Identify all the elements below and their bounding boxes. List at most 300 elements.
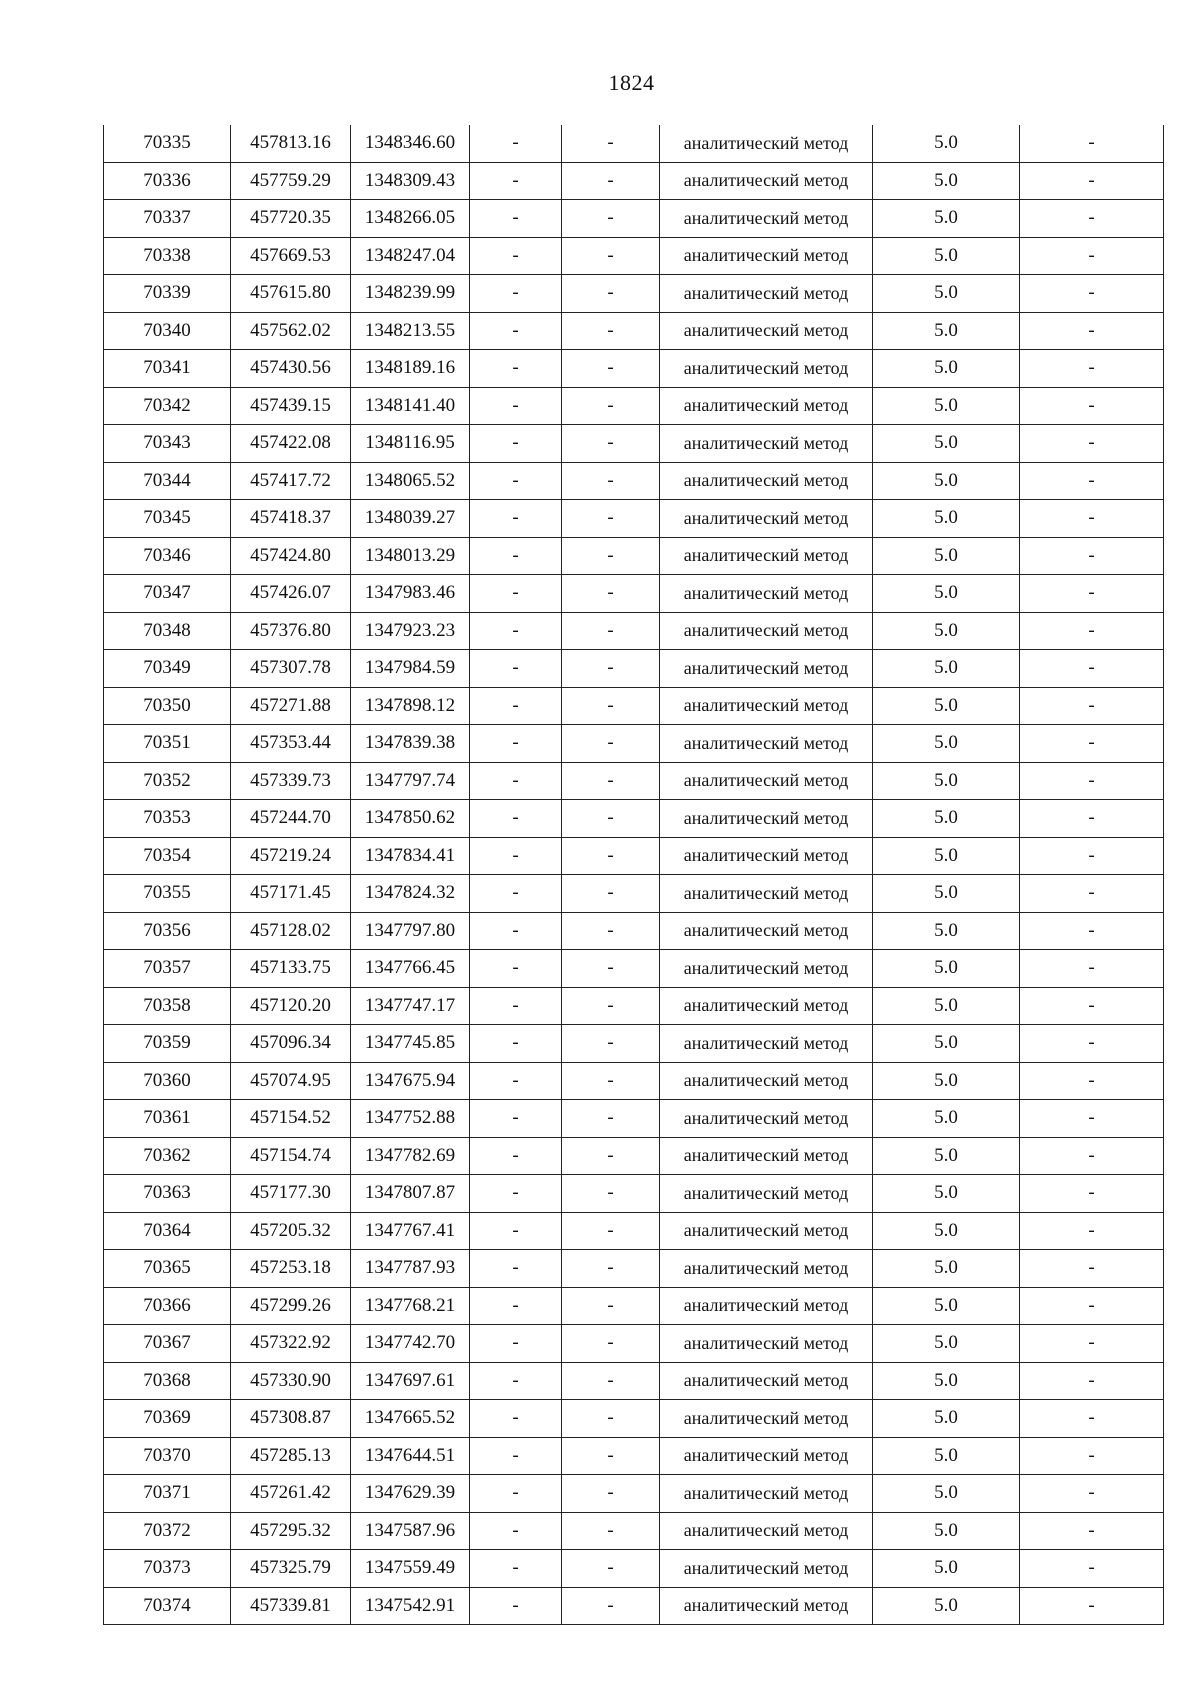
y-coordinate-cell: 1347587.96 xyxy=(351,1512,470,1550)
dash-cell: - xyxy=(562,1212,660,1250)
y-coordinate-cell: 1348266.05 xyxy=(351,200,470,238)
y-coordinate-cell: 1347697.61 xyxy=(351,1362,470,1400)
y-coordinate-cell: 1347787.93 xyxy=(351,1250,470,1288)
accuracy-cell: 5.0 xyxy=(873,1475,1020,1513)
method-cell: аналитический метод xyxy=(660,387,873,425)
dash-cell: - xyxy=(470,800,562,838)
y-coordinate-cell: 1347542.91 xyxy=(351,1587,470,1625)
table-row xyxy=(104,162,1164,200)
accuracy-cell: 5.0 xyxy=(873,350,1020,388)
dash-cell: - xyxy=(470,500,562,538)
point-number-cell: 70368 xyxy=(104,1362,231,1400)
point-number-cell: 70335 xyxy=(104,125,231,162)
table-row xyxy=(104,912,1164,950)
point-number-cell: 70369 xyxy=(104,1400,231,1438)
accuracy-cell: 5.0 xyxy=(873,837,1020,875)
dash-cell: - xyxy=(1020,1437,1164,1475)
dash-cell: - xyxy=(470,1137,562,1175)
dash-cell: - xyxy=(562,162,660,200)
method-cell: аналитический метод xyxy=(660,837,873,875)
y-coordinate-cell: 1348239.99 xyxy=(351,275,470,313)
accuracy-cell: 5.0 xyxy=(873,1062,1020,1100)
accuracy-cell: 5.0 xyxy=(873,987,1020,1025)
dash-cell: - xyxy=(1020,125,1164,162)
accuracy-cell: 5.0 xyxy=(873,725,1020,763)
dash-cell: - xyxy=(470,1587,562,1625)
dash-cell: - xyxy=(562,1437,660,1475)
method-cell: аналитический метод xyxy=(660,462,873,500)
x-coordinate-cell: 457426.07 xyxy=(231,575,351,613)
accuracy-cell: 5.0 xyxy=(873,387,1020,425)
dash-cell: - xyxy=(1020,1100,1164,1138)
accuracy-cell: 5.0 xyxy=(873,612,1020,650)
method-cell: аналитический метод xyxy=(660,200,873,238)
dash-cell: - xyxy=(562,800,660,838)
accuracy-cell: 5.0 xyxy=(873,1437,1020,1475)
dash-cell: - xyxy=(470,912,562,950)
point-number-cell: 70342 xyxy=(104,387,231,425)
method-cell: аналитический метод xyxy=(660,1175,873,1213)
accuracy-cell: 5.0 xyxy=(873,650,1020,688)
method-cell: аналитический метод xyxy=(660,762,873,800)
dash-cell: - xyxy=(470,387,562,425)
table-row xyxy=(104,687,1164,725)
point-number-cell: 70357 xyxy=(104,950,231,988)
y-coordinate-cell: 1347768.21 xyxy=(351,1287,470,1325)
method-cell: аналитический метод xyxy=(660,800,873,838)
method-cell: аналитический метод xyxy=(660,1512,873,1550)
table-row xyxy=(104,425,1164,463)
y-coordinate-cell: 1347675.94 xyxy=(351,1062,470,1100)
dash-cell: - xyxy=(562,912,660,950)
accuracy-cell: 5.0 xyxy=(873,162,1020,200)
table-row xyxy=(104,1287,1164,1325)
method-cell: аналитический метод xyxy=(660,162,873,200)
accuracy-cell: 5.0 xyxy=(873,1400,1020,1438)
dash-cell: - xyxy=(562,425,660,463)
dash-cell: - xyxy=(470,1100,562,1138)
method-cell: аналитический метод xyxy=(660,950,873,988)
point-number-cell: 70349 xyxy=(104,650,231,688)
dash-cell: - xyxy=(470,837,562,875)
y-coordinate-cell: 1348065.52 xyxy=(351,462,470,500)
table-row xyxy=(104,1437,1164,1475)
dash-cell: - xyxy=(562,1175,660,1213)
x-coordinate-cell: 457285.13 xyxy=(231,1437,351,1475)
table-row xyxy=(104,1400,1164,1438)
dash-cell: - xyxy=(1020,200,1164,238)
y-coordinate-cell: 1348213.55 xyxy=(351,312,470,350)
dash-cell: - xyxy=(470,1212,562,1250)
dash-cell: - xyxy=(1020,537,1164,575)
x-coordinate-cell: 457177.30 xyxy=(231,1175,351,1213)
table-row xyxy=(104,1137,1164,1175)
dash-cell: - xyxy=(470,537,562,575)
y-coordinate-cell: 1347824.32 xyxy=(351,875,470,913)
dash-cell: - xyxy=(1020,725,1164,763)
dash-cell: - xyxy=(470,1250,562,1288)
y-coordinate-cell: 1347745.85 xyxy=(351,1025,470,1063)
point-number-cell: 70336 xyxy=(104,162,231,200)
method-cell: аналитический метод xyxy=(660,350,873,388)
dash-cell: - xyxy=(1020,1475,1164,1513)
table-row xyxy=(104,1175,1164,1213)
dash-cell: - xyxy=(1020,1325,1164,1363)
dash-cell: - xyxy=(470,350,562,388)
method-cell: аналитический метод xyxy=(660,725,873,763)
dash-cell: - xyxy=(1020,987,1164,1025)
dash-cell: - xyxy=(1020,1400,1164,1438)
accuracy-cell: 5.0 xyxy=(873,1100,1020,1138)
x-coordinate-cell: 457120.20 xyxy=(231,987,351,1025)
dash-cell: - xyxy=(1020,837,1164,875)
x-coordinate-cell: 457271.88 xyxy=(231,687,351,725)
accuracy-cell: 5.0 xyxy=(873,762,1020,800)
y-coordinate-cell: 1348116.95 xyxy=(351,425,470,463)
dash-cell: - xyxy=(562,462,660,500)
point-number-cell: 70367 xyxy=(104,1325,231,1363)
y-coordinate-cell: 1348309.43 xyxy=(351,162,470,200)
dash-cell: - xyxy=(562,1100,660,1138)
table-row xyxy=(104,987,1164,1025)
table-row xyxy=(104,650,1164,688)
y-coordinate-cell: 1348039.27 xyxy=(351,500,470,538)
dash-cell: - xyxy=(1020,1062,1164,1100)
table-row xyxy=(104,575,1164,613)
y-coordinate-cell: 1347834.41 xyxy=(351,837,470,875)
x-coordinate-cell: 457759.29 xyxy=(231,162,351,200)
y-coordinate-cell: 1348189.16 xyxy=(351,350,470,388)
dash-cell: - xyxy=(1020,275,1164,313)
x-coordinate-cell: 457096.34 xyxy=(231,1025,351,1063)
table-row xyxy=(104,1475,1164,1513)
dash-cell: - xyxy=(1020,162,1164,200)
table-row xyxy=(104,1062,1164,1100)
dash-cell: - xyxy=(562,1400,660,1438)
dash-cell: - xyxy=(1020,912,1164,950)
accuracy-cell: 5.0 xyxy=(873,425,1020,463)
point-number-cell: 70344 xyxy=(104,462,231,500)
table-row xyxy=(104,350,1164,388)
dash-cell: - xyxy=(470,987,562,1025)
method-cell: аналитический метод xyxy=(660,1587,873,1625)
dash-cell: - xyxy=(470,1437,562,1475)
point-number-cell: 70360 xyxy=(104,1062,231,1100)
dash-cell: - xyxy=(1020,462,1164,500)
x-coordinate-cell: 457439.15 xyxy=(231,387,351,425)
x-coordinate-cell: 457562.02 xyxy=(231,312,351,350)
accuracy-cell: 5.0 xyxy=(873,912,1020,950)
x-coordinate-cell: 457720.35 xyxy=(231,200,351,238)
method-cell: аналитический метод xyxy=(660,1550,873,1588)
method-cell: аналитический метод xyxy=(660,912,873,950)
point-number-cell: 70374 xyxy=(104,1587,231,1625)
dash-cell: - xyxy=(562,275,660,313)
dash-cell: - xyxy=(470,312,562,350)
point-number-cell: 70355 xyxy=(104,875,231,913)
x-coordinate-cell: 457261.42 xyxy=(231,1475,351,1513)
x-coordinate-cell: 457244.70 xyxy=(231,800,351,838)
dash-cell: - xyxy=(470,1475,562,1513)
point-number-cell: 70356 xyxy=(104,912,231,950)
dash-cell: - xyxy=(470,200,562,238)
accuracy-cell: 5.0 xyxy=(873,312,1020,350)
dash-cell: - xyxy=(1020,425,1164,463)
x-coordinate-cell: 457669.53 xyxy=(231,237,351,275)
x-coordinate-cell: 457615.80 xyxy=(231,275,351,313)
y-coordinate-cell: 1347665.52 xyxy=(351,1400,470,1438)
y-coordinate-cell: 1348247.04 xyxy=(351,237,470,275)
dash-cell: - xyxy=(562,1062,660,1100)
accuracy-cell: 5.0 xyxy=(873,1250,1020,1288)
accuracy-cell: 5.0 xyxy=(873,275,1020,313)
dash-cell: - xyxy=(1020,387,1164,425)
x-coordinate-cell: 457376.80 xyxy=(231,612,351,650)
table-row xyxy=(104,200,1164,238)
dash-cell: - xyxy=(562,1287,660,1325)
point-number-cell: 70351 xyxy=(104,725,231,763)
y-coordinate-cell: 1347898.12 xyxy=(351,687,470,725)
dash-cell: - xyxy=(1020,762,1164,800)
dash-cell: - xyxy=(1020,1212,1164,1250)
dash-cell: - xyxy=(470,1512,562,1550)
dash-cell: - xyxy=(562,987,660,1025)
accuracy-cell: 5.0 xyxy=(873,1137,1020,1175)
point-number-cell: 70347 xyxy=(104,575,231,613)
method-cell: аналитический метод xyxy=(660,275,873,313)
method-cell: аналитический метод xyxy=(660,1137,873,1175)
point-number-cell: 70337 xyxy=(104,200,231,238)
dash-cell: - xyxy=(470,575,562,613)
dash-cell: - xyxy=(562,1250,660,1288)
dash-cell: - xyxy=(562,612,660,650)
dash-cell: - xyxy=(1020,1137,1164,1175)
dash-cell: - xyxy=(562,1587,660,1625)
dash-cell: - xyxy=(562,875,660,913)
dash-cell: - xyxy=(562,650,660,688)
dash-cell: - xyxy=(562,1550,660,1588)
dash-cell: - xyxy=(562,837,660,875)
accuracy-cell: 5.0 xyxy=(873,800,1020,838)
y-coordinate-cell: 1347559.49 xyxy=(351,1550,470,1588)
dash-cell: - xyxy=(1020,1587,1164,1625)
y-coordinate-cell: 1347983.46 xyxy=(351,575,470,613)
point-number-cell: 70371 xyxy=(104,1475,231,1513)
dash-cell: - xyxy=(470,1287,562,1325)
dash-cell: - xyxy=(470,1062,562,1100)
accuracy-cell: 5.0 xyxy=(873,200,1020,238)
point-number-cell: 70340 xyxy=(104,312,231,350)
dash-cell: - xyxy=(562,312,660,350)
accuracy-cell: 5.0 xyxy=(873,1362,1020,1400)
y-coordinate-cell: 1347752.88 xyxy=(351,1100,470,1138)
dash-cell: - xyxy=(562,725,660,763)
x-coordinate-cell: 457325.79 xyxy=(231,1550,351,1588)
method-cell: аналитический метод xyxy=(660,237,873,275)
coordinates-table xyxy=(103,125,1164,1625)
y-coordinate-cell: 1348013.29 xyxy=(351,537,470,575)
point-number-cell: 70339 xyxy=(104,275,231,313)
dash-cell: - xyxy=(562,575,660,613)
accuracy-cell: 5.0 xyxy=(873,237,1020,275)
page-number: 1824 xyxy=(608,70,655,95)
x-coordinate-cell: 457424.80 xyxy=(231,537,351,575)
dash-cell: - xyxy=(470,125,562,162)
table-row xyxy=(104,275,1164,313)
dash-cell: - xyxy=(470,1175,562,1213)
method-cell: аналитический метод xyxy=(660,312,873,350)
table-row xyxy=(104,125,1164,162)
y-coordinate-cell: 1347629.39 xyxy=(351,1475,470,1513)
x-coordinate-cell: 457295.32 xyxy=(231,1512,351,1550)
dash-cell: - xyxy=(1020,1250,1164,1288)
dash-cell: - xyxy=(562,1362,660,1400)
method-cell: аналитический метод xyxy=(660,1287,873,1325)
table-row xyxy=(104,1250,1164,1288)
method-cell: аналитический метод xyxy=(660,575,873,613)
accuracy-cell: 5.0 xyxy=(873,950,1020,988)
accuracy-cell: 5.0 xyxy=(873,1212,1020,1250)
dash-cell: - xyxy=(562,350,660,388)
table-row xyxy=(104,612,1164,650)
x-coordinate-cell: 457205.32 xyxy=(231,1212,351,1250)
dash-cell: - xyxy=(1020,687,1164,725)
method-cell: аналитический метод xyxy=(660,1475,873,1513)
point-number-cell: 70358 xyxy=(104,987,231,1025)
table-row xyxy=(104,1362,1164,1400)
dash-cell: - xyxy=(470,612,562,650)
point-number-cell: 70373 xyxy=(104,1550,231,1588)
dash-cell: - xyxy=(562,687,660,725)
accuracy-cell: 5.0 xyxy=(873,1175,1020,1213)
y-coordinate-cell: 1347644.51 xyxy=(351,1437,470,1475)
accuracy-cell: 5.0 xyxy=(873,1025,1020,1063)
accuracy-cell: 5.0 xyxy=(873,125,1020,162)
dash-cell: - xyxy=(470,950,562,988)
dash-cell: - xyxy=(1020,1025,1164,1063)
dash-cell: - xyxy=(1020,312,1164,350)
dash-cell: - xyxy=(470,275,562,313)
table-body xyxy=(104,125,1164,1625)
x-coordinate-cell: 457154.52 xyxy=(231,1100,351,1138)
method-cell: аналитический метод xyxy=(660,1025,873,1063)
x-coordinate-cell: 457128.02 xyxy=(231,912,351,950)
table-row xyxy=(104,875,1164,913)
point-number-cell: 70359 xyxy=(104,1025,231,1063)
table-row xyxy=(104,1100,1164,1138)
accuracy-cell: 5.0 xyxy=(873,537,1020,575)
point-number-cell: 70352 xyxy=(104,762,231,800)
x-coordinate-cell: 457430.56 xyxy=(231,350,351,388)
method-cell: аналитический метод xyxy=(660,1212,873,1250)
table-row xyxy=(104,312,1164,350)
y-coordinate-cell: 1348346.60 xyxy=(351,125,470,162)
dash-cell: - xyxy=(562,125,660,162)
method-cell: аналитический метод xyxy=(660,125,873,162)
dash-cell: - xyxy=(1020,575,1164,613)
dash-cell: - xyxy=(562,500,660,538)
table-row xyxy=(104,237,1164,275)
point-number-cell: 70362 xyxy=(104,1137,231,1175)
x-coordinate-cell: 457422.08 xyxy=(231,425,351,463)
method-cell: аналитический метод xyxy=(660,500,873,538)
table-row xyxy=(104,1587,1164,1625)
y-coordinate-cell: 1347797.74 xyxy=(351,762,470,800)
method-cell: аналитический метод xyxy=(660,687,873,725)
x-coordinate-cell: 457253.18 xyxy=(231,1250,351,1288)
y-coordinate-cell: 1347839.38 xyxy=(351,725,470,763)
dash-cell: - xyxy=(562,1512,660,1550)
accuracy-cell: 5.0 xyxy=(873,1550,1020,1588)
point-number-cell: 70341 xyxy=(104,350,231,388)
accuracy-cell: 5.0 xyxy=(873,687,1020,725)
y-coordinate-cell: 1347742.70 xyxy=(351,1325,470,1363)
point-number-cell: 70370 xyxy=(104,1437,231,1475)
table-row xyxy=(104,1025,1164,1063)
dash-cell: - xyxy=(1020,950,1164,988)
dash-cell: - xyxy=(1020,650,1164,688)
x-coordinate-cell: 457339.81 xyxy=(231,1587,351,1625)
table-row xyxy=(104,950,1164,988)
x-coordinate-cell: 457154.74 xyxy=(231,1137,351,1175)
method-cell: аналитический метод xyxy=(660,650,873,688)
y-coordinate-cell: 1347807.87 xyxy=(351,1175,470,1213)
y-coordinate-cell: 1347766.45 xyxy=(351,950,470,988)
dash-cell: - xyxy=(470,650,562,688)
accuracy-cell: 5.0 xyxy=(873,575,1020,613)
accuracy-cell: 5.0 xyxy=(873,1587,1020,1625)
dash-cell: - xyxy=(562,200,660,238)
x-coordinate-cell: 457308.87 xyxy=(231,1400,351,1438)
point-number-cell: 70365 xyxy=(104,1250,231,1288)
x-coordinate-cell: 457074.95 xyxy=(231,1062,351,1100)
dash-cell: - xyxy=(1020,1287,1164,1325)
y-coordinate-cell: 1347850.62 xyxy=(351,800,470,838)
x-coordinate-cell: 457339.73 xyxy=(231,762,351,800)
table-row xyxy=(104,462,1164,500)
point-number-cell: 70366 xyxy=(104,1287,231,1325)
point-number-cell: 70364 xyxy=(104,1212,231,1250)
x-coordinate-cell: 457330.90 xyxy=(231,1362,351,1400)
y-coordinate-cell: 1347984.59 xyxy=(351,650,470,688)
dash-cell: - xyxy=(470,1550,562,1588)
dash-cell: - xyxy=(470,425,562,463)
dash-cell: - xyxy=(1020,500,1164,538)
accuracy-cell: 5.0 xyxy=(873,875,1020,913)
method-cell: аналитический метод xyxy=(660,1437,873,1475)
dash-cell: - xyxy=(1020,350,1164,388)
dash-cell: - xyxy=(1020,237,1164,275)
dash-cell: - xyxy=(1020,612,1164,650)
dash-cell: - xyxy=(470,1325,562,1363)
accuracy-cell: 5.0 xyxy=(873,1325,1020,1363)
method-cell: аналитический метод xyxy=(660,1325,873,1363)
method-cell: аналитический метод xyxy=(660,1400,873,1438)
dash-cell: - xyxy=(470,162,562,200)
x-coordinate-cell: 457418.37 xyxy=(231,500,351,538)
accuracy-cell: 5.0 xyxy=(873,500,1020,538)
y-coordinate-cell: 1347923.23 xyxy=(351,612,470,650)
point-number-cell: 70353 xyxy=(104,800,231,838)
point-number-cell: 70354 xyxy=(104,837,231,875)
x-coordinate-cell: 457417.72 xyxy=(231,462,351,500)
accuracy-cell: 5.0 xyxy=(873,1512,1020,1550)
x-coordinate-cell: 457813.16 xyxy=(231,125,351,162)
dash-cell: - xyxy=(1020,1175,1164,1213)
method-cell: аналитический метод xyxy=(660,1062,873,1100)
dash-cell: - xyxy=(562,762,660,800)
method-cell: аналитический метод xyxy=(660,425,873,463)
